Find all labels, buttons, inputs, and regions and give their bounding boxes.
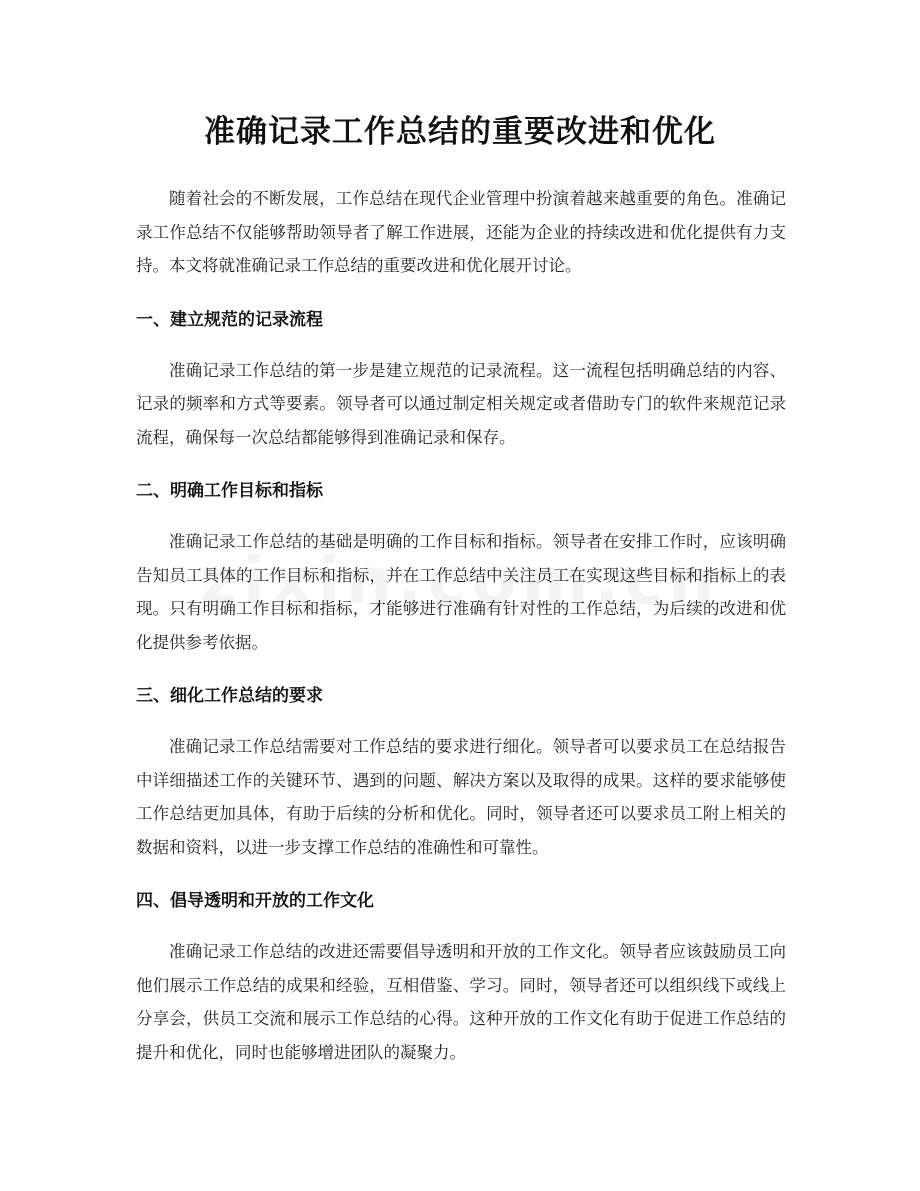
intro-paragraph: 随着社会的不断发展，工作总结在现代企业管理中扮演着越来越重要的角色。准确记录工作总结不仅能够帮助领导者了解工作进展，还能为企业的持续改进和优化提供有力支持。本文将就准确记录工作总结的重要改进和优化展开讨论。 bbox=[136, 189, 786, 275]
section-paragraph-4: 准确记录工作总结的改进还需要倡导透明和开放的工作文化。领导者应该鼓励员工向他们展示工作总结的成果和经验，互相借鉴、学习。同时，领导者还可以组织线下或线上分享会，供员工交流和展示工作总结的心得。这种开放的工作文化有助于促进工作总结的提升和优化，同时也能够增进团队的凝聚力。 bbox=[136, 942, 786, 1062]
section-heading-1: 一、建立规范的记录流程 bbox=[136, 309, 323, 330]
section-paragraph-3: 准确记录工作总结需要对工作总结的要求进行细化。领导者可以要求员工在总结报告中详细描述工作的关键环节、遇到的问题、解决方案以及取得的成果。这样的要求能够使工作总结更加具体，有助于后续的分析和优化。同时，领导者还可以要求员工附上相关的数据和资料，以进一步支撑工作总结的准确性和可靠性。 bbox=[136, 737, 786, 857]
document-title: 准确记录工作总结的重要改进和优化 bbox=[204, 114, 716, 150]
document-body bbox=[136, 182, 786, 1069]
section-heading-4: 四、倡导透明和开放的工作文化 bbox=[136, 891, 374, 911]
section-paragraph-1: 准确记录工作总结的第一步是建立规范的记录流程。这一流程包括明确总结的内容、记录的频率和方式等要素。领导者可以通过制定相关规定或者借助专门的软件来规范记录流程，确保每一次总结都能够得到准确记录和保存。 bbox=[136, 360, 786, 447]
section-paragraph-2: 准确记录工作总结的基础是明确的工作目标和指标。领导者在安排工作时，应该明确告知员工具体的工作目标和指标，并在工作总结中关注员工在实现这些目标和指标上的表现。只有明确工作目标和指标，才能够进行准确有针对性的工作总结，为后续的改进和优化提供参考依据。 bbox=[136, 532, 786, 652]
section-heading-3: 三、细化工作总结的要求 bbox=[136, 686, 323, 706]
section-heading-2: 二、明确工作目标和指标 bbox=[136, 481, 323, 501]
